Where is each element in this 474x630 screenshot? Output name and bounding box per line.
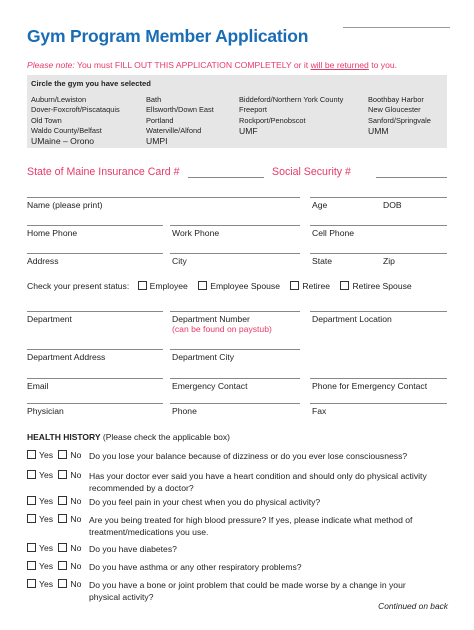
notice-text-end: to you. <box>368 60 398 70</box>
health-question: Do you have a bone or joint problem that could be made worse by a change in your physical activity? <box>89 580 406 602</box>
status-option-retiree[interactable] <box>290 281 330 291</box>
health-question: Do you lose your balance because of dizziness or do you ever lose consciousness? <box>89 451 408 461</box>
email-field[interactable] <box>27 378 163 379</box>
gym-option[interactable]: Portland <box>146 115 174 125</box>
home-phone-field[interactable] <box>27 225 163 226</box>
gym-option[interactable]: Sanford/Springvale <box>368 115 431 125</box>
cell-phone-field[interactable] <box>310 225 447 226</box>
yes-checkbox[interactable] <box>27 561 36 570</box>
yes-no-options <box>27 514 81 524</box>
city-field[interactable] <box>170 253 300 254</box>
emergency-phone-label: Phone for Emergency Contact <box>312 381 428 391</box>
status-option-label: Employee Spouse <box>210 281 280 291</box>
department-location-field[interactable] <box>310 311 447 312</box>
yes-no-options <box>27 543 81 553</box>
status-option-employee[interactable] <box>138 281 188 291</box>
yes-no-options <box>27 496 81 506</box>
emergency-phone-field[interactable] <box>310 378 447 379</box>
continued-on-back: Continued on back <box>378 601 448 611</box>
fax-label: Fax <box>312 406 327 416</box>
department-location-label: Department Location <box>312 314 392 324</box>
gym-option[interactable]: UMPI <box>146 136 168 147</box>
status-row <box>27 281 412 291</box>
ssn-label: Social Security # <box>272 166 351 178</box>
yes-checkbox[interactable] <box>27 496 36 505</box>
gym-option[interactable]: Rockport/Penobscot <box>239 115 306 125</box>
notice-text: You must FILL OUT THIS APPLICATION COMPLETELY or it <box>74 60 311 70</box>
gym-option[interactable]: New Gloucester <box>368 105 421 115</box>
department-address-label: Department Address <box>27 352 106 362</box>
city-label: City <box>172 256 187 266</box>
no-checkbox[interactable] <box>58 470 67 479</box>
gym-option[interactable]: UMF <box>239 125 258 136</box>
department-city-field[interactable] <box>170 349 300 350</box>
gym-heading: Circle the gym you have selected <box>31 79 151 88</box>
yes-checkbox[interactable] <box>27 470 36 479</box>
gym-option[interactable]: Waterville/Alfond <box>146 125 202 135</box>
no-checkbox[interactable] <box>58 561 67 570</box>
gym-option[interactable]: Freeport <box>239 105 267 115</box>
health-question: Are you being treated for high blood pressure? If yes, please indicate what method of treatment/medications you use. <box>89 515 413 537</box>
no-label: No <box>70 579 82 589</box>
department-number-note: (can be found on paystub) <box>172 324 272 334</box>
zip-label: Zip <box>383 256 395 266</box>
work-phone-label: Work Phone <box>172 228 220 238</box>
health-question: Has your doctor ever said you have a heart condition and should only do physical activity recommended by a doctor? <box>89 471 427 493</box>
yes-label: Yes <box>39 514 54 524</box>
no-label: No <box>70 450 82 460</box>
no-label: No <box>70 496 82 506</box>
emergency-contact-label: Emergency Contact <box>172 381 248 391</box>
yes-no-options <box>27 561 81 571</box>
health-heading-bold: HEALTH HISTORY <box>27 432 101 442</box>
physician-phone-field[interactable] <box>170 403 300 404</box>
checkbox[interactable] <box>340 281 349 290</box>
no-checkbox[interactable] <box>58 543 67 552</box>
yes-label: Yes <box>39 543 54 553</box>
health-subheading: (Please check the applicable box) <box>100 432 230 442</box>
health-question: Do you have diabetes? <box>89 544 177 554</box>
dob-label: DOB <box>383 200 402 210</box>
gym-option[interactable]: UMM <box>368 125 389 136</box>
name-field[interactable] <box>27 197 300 198</box>
status-option-employee-spouse[interactable] <box>198 281 280 291</box>
notice-prefix: Please note: <box>27 60 75 70</box>
yes-label: Yes <box>39 579 54 589</box>
status-option-label: Employee <box>149 281 188 291</box>
gym-column-3 <box>239 95 343 137</box>
emergency-contact-field[interactable] <box>170 378 300 379</box>
gym-option[interactable]: Old Town <box>31 115 62 125</box>
address-field[interactable] <box>27 253 163 254</box>
yes-checkbox[interactable] <box>27 543 36 552</box>
health-question: Do you have asthma or any other respiratory problems? <box>89 562 302 572</box>
department-field[interactable] <box>27 311 163 312</box>
yes-label: Yes <box>39 561 54 571</box>
department-label: Department <box>27 314 72 324</box>
insurance-field[interactable] <box>188 177 264 178</box>
checkbox[interactable] <box>198 281 207 290</box>
no-label: No <box>70 514 82 524</box>
ssn-field[interactable] <box>376 177 447 178</box>
age-dob-field[interactable] <box>310 197 447 198</box>
status-option-label: Retiree <box>302 281 331 291</box>
yes-label: Yes <box>39 470 54 480</box>
physician-field[interactable] <box>27 403 163 404</box>
gym-option[interactable]: Ellsworth/Down East <box>146 105 214 115</box>
health-question: Do you feel pain in your chest when you do physical activity? <box>89 497 321 507</box>
yes-checkbox[interactable] <box>27 579 36 588</box>
name-label: Name (please print) <box>27 200 103 210</box>
status-label: Check your present status: <box>27 281 130 291</box>
no-label: No <box>70 543 82 553</box>
gym-option[interactable]: Dover-Foxcroft/Piscataquis <box>31 105 120 115</box>
gym-option[interactable]: Waldo County/Belfast <box>31 125 102 135</box>
no-checkbox[interactable] <box>58 450 67 459</box>
work-phone-field[interactable] <box>170 225 300 226</box>
cell-phone-label: Cell Phone <box>312 228 355 238</box>
state-zip-field[interactable] <box>310 253 447 254</box>
checkbox[interactable] <box>138 281 147 290</box>
notice-underlined: will be returned <box>310 60 369 70</box>
email-label: Email <box>27 381 49 391</box>
top-rule <box>343 27 450 28</box>
yes-no-options <box>27 470 81 480</box>
page-title: Gym Program Member Application <box>27 26 309 46</box>
insurance-label: State of Maine Insurance Card # <box>27 166 180 178</box>
gym-selection-box <box>27 75 447 148</box>
department-number-field[interactable] <box>170 311 300 312</box>
gym-column-2 <box>146 95 214 147</box>
no-label: No <box>70 470 82 480</box>
department-city-label: Department City <box>172 352 235 362</box>
gym-column-1 <box>31 95 120 147</box>
no-checkbox[interactable] <box>58 579 67 588</box>
yes-no-options <box>27 450 81 460</box>
notice <box>27 60 397 70</box>
status-option-retiree-spouse[interactable] <box>340 281 411 291</box>
yes-checkbox[interactable] <box>27 450 36 459</box>
gym-option[interactable]: Boothbay Harbor <box>368 95 424 104</box>
yes-checkbox[interactable] <box>27 514 36 523</box>
status-option-label: Retiree Spouse <box>352 281 412 291</box>
department-number-label: Department Number <box>172 314 250 324</box>
fax-field[interactable] <box>310 403 447 404</box>
gym-option[interactable]: UMaine – Orono <box>31 136 95 147</box>
address-label: Address <box>27 256 59 266</box>
gym-option[interactable]: Bath <box>146 95 162 104</box>
physician-label: Physician <box>27 406 64 416</box>
no-label: No <box>70 561 82 571</box>
no-checkbox[interactable] <box>58 496 67 505</box>
home-phone-label: Home Phone <box>27 228 78 238</box>
department-address-field[interactable] <box>27 349 163 350</box>
age-label: Age <box>312 200 328 210</box>
state-label: State <box>312 256 333 266</box>
gym-option[interactable]: Auburn/Lewiston <box>31 95 87 104</box>
yes-label: Yes <box>39 450 54 460</box>
yes-label: Yes <box>39 496 54 506</box>
phone-label: Phone <box>172 406 197 416</box>
health-history-heading <box>27 432 230 442</box>
no-checkbox[interactable] <box>58 514 67 523</box>
gym-option[interactable]: Biddeford/Northern York County <box>239 95 344 104</box>
yes-no-options <box>27 579 81 589</box>
gym-column-4 <box>368 95 431 137</box>
checkbox[interactable] <box>290 281 299 290</box>
